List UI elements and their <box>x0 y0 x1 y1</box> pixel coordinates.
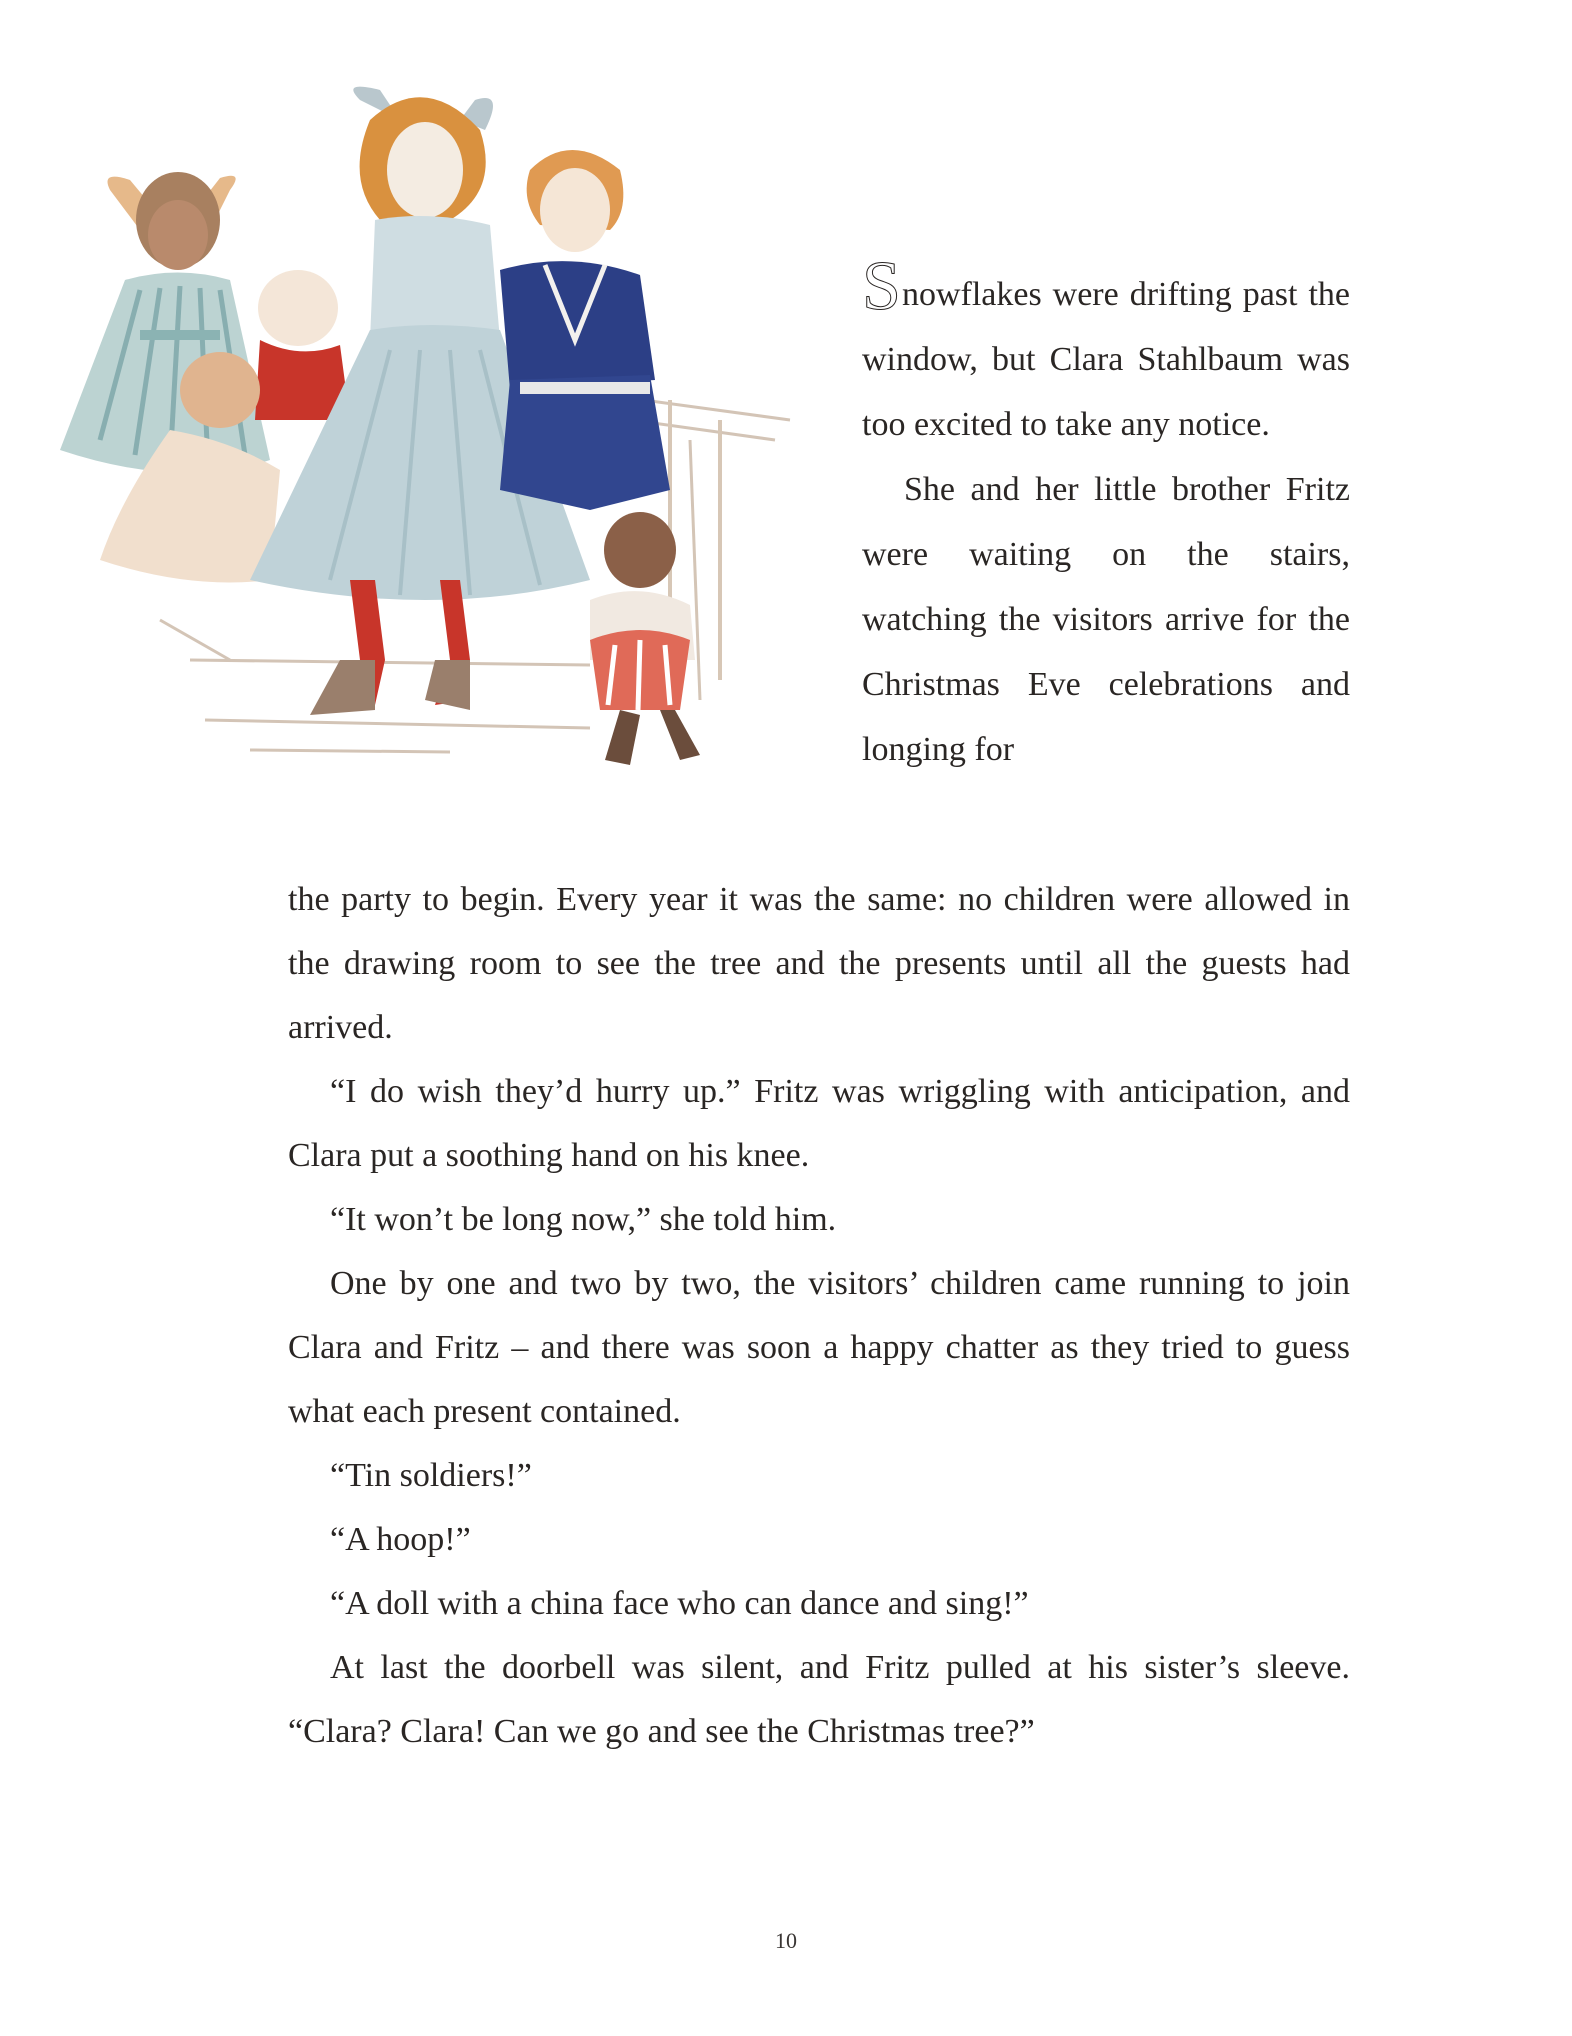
intro-paragraph-1 <box>862 248 1350 457</box>
paragraph-7: “A hoop!” <box>330 1521 471 1558</box>
intro-text-block <box>862 248 1350 782</box>
intro-paragraph-1-text: nowflakes were drifting past the window, but Clara Stahlbaum was too excited to take any notice. <box>862 276 1350 443</box>
baby-red-outfit <box>255 270 350 420</box>
paragraph-5: One by one and two by two, the visitors’ children came running to join Clara and Fritz – and there was soon a happy chatter as they tried to guess what each present contained. <box>288 1265 1350 1430</box>
paragraph-3: “I do wish they’d hurry up.” Fritz was wriggling with anticipation, and Clara put a soothing hand on his knee. <box>288 1073 1350 1174</box>
drop-cap: S <box>862 248 901 325</box>
children-on-stairs-illustration <box>30 60 820 800</box>
paragraph-2-continued: the party to begin. Every year it was the same: no children were allowed in the drawing room to see the tree and the presents until all the guests had arrived. <box>288 881 1350 1046</box>
page-number: 10 <box>775 1928 797 1953</box>
boy-sailor-suit <box>500 150 670 510</box>
paragraph-4: “It won’t be long now,” she told him. <box>330 1201 837 1238</box>
paragraph-8: “A doll with a china face who can dance and sing!” <box>330 1585 1029 1622</box>
intro-paragraph-2: She and her little brother Fritz were waiting on the stairs, watching the visitors arrive for the Christmas Eve celebrations and longing for <box>862 471 1350 768</box>
paragraph-6: “Tin soldiers!” <box>330 1457 532 1494</box>
girl-striped-dress-left <box>60 172 270 473</box>
body-text-block <box>288 868 1350 1764</box>
paragraph-9: At last the doorbell was silent, and Fritz pulled at his sister’s sleeve. “Clara? Clara! Can we go and see the Christmas tree?” <box>288 1649 1350 1750</box>
toy-doll-red-striped <box>590 512 700 765</box>
